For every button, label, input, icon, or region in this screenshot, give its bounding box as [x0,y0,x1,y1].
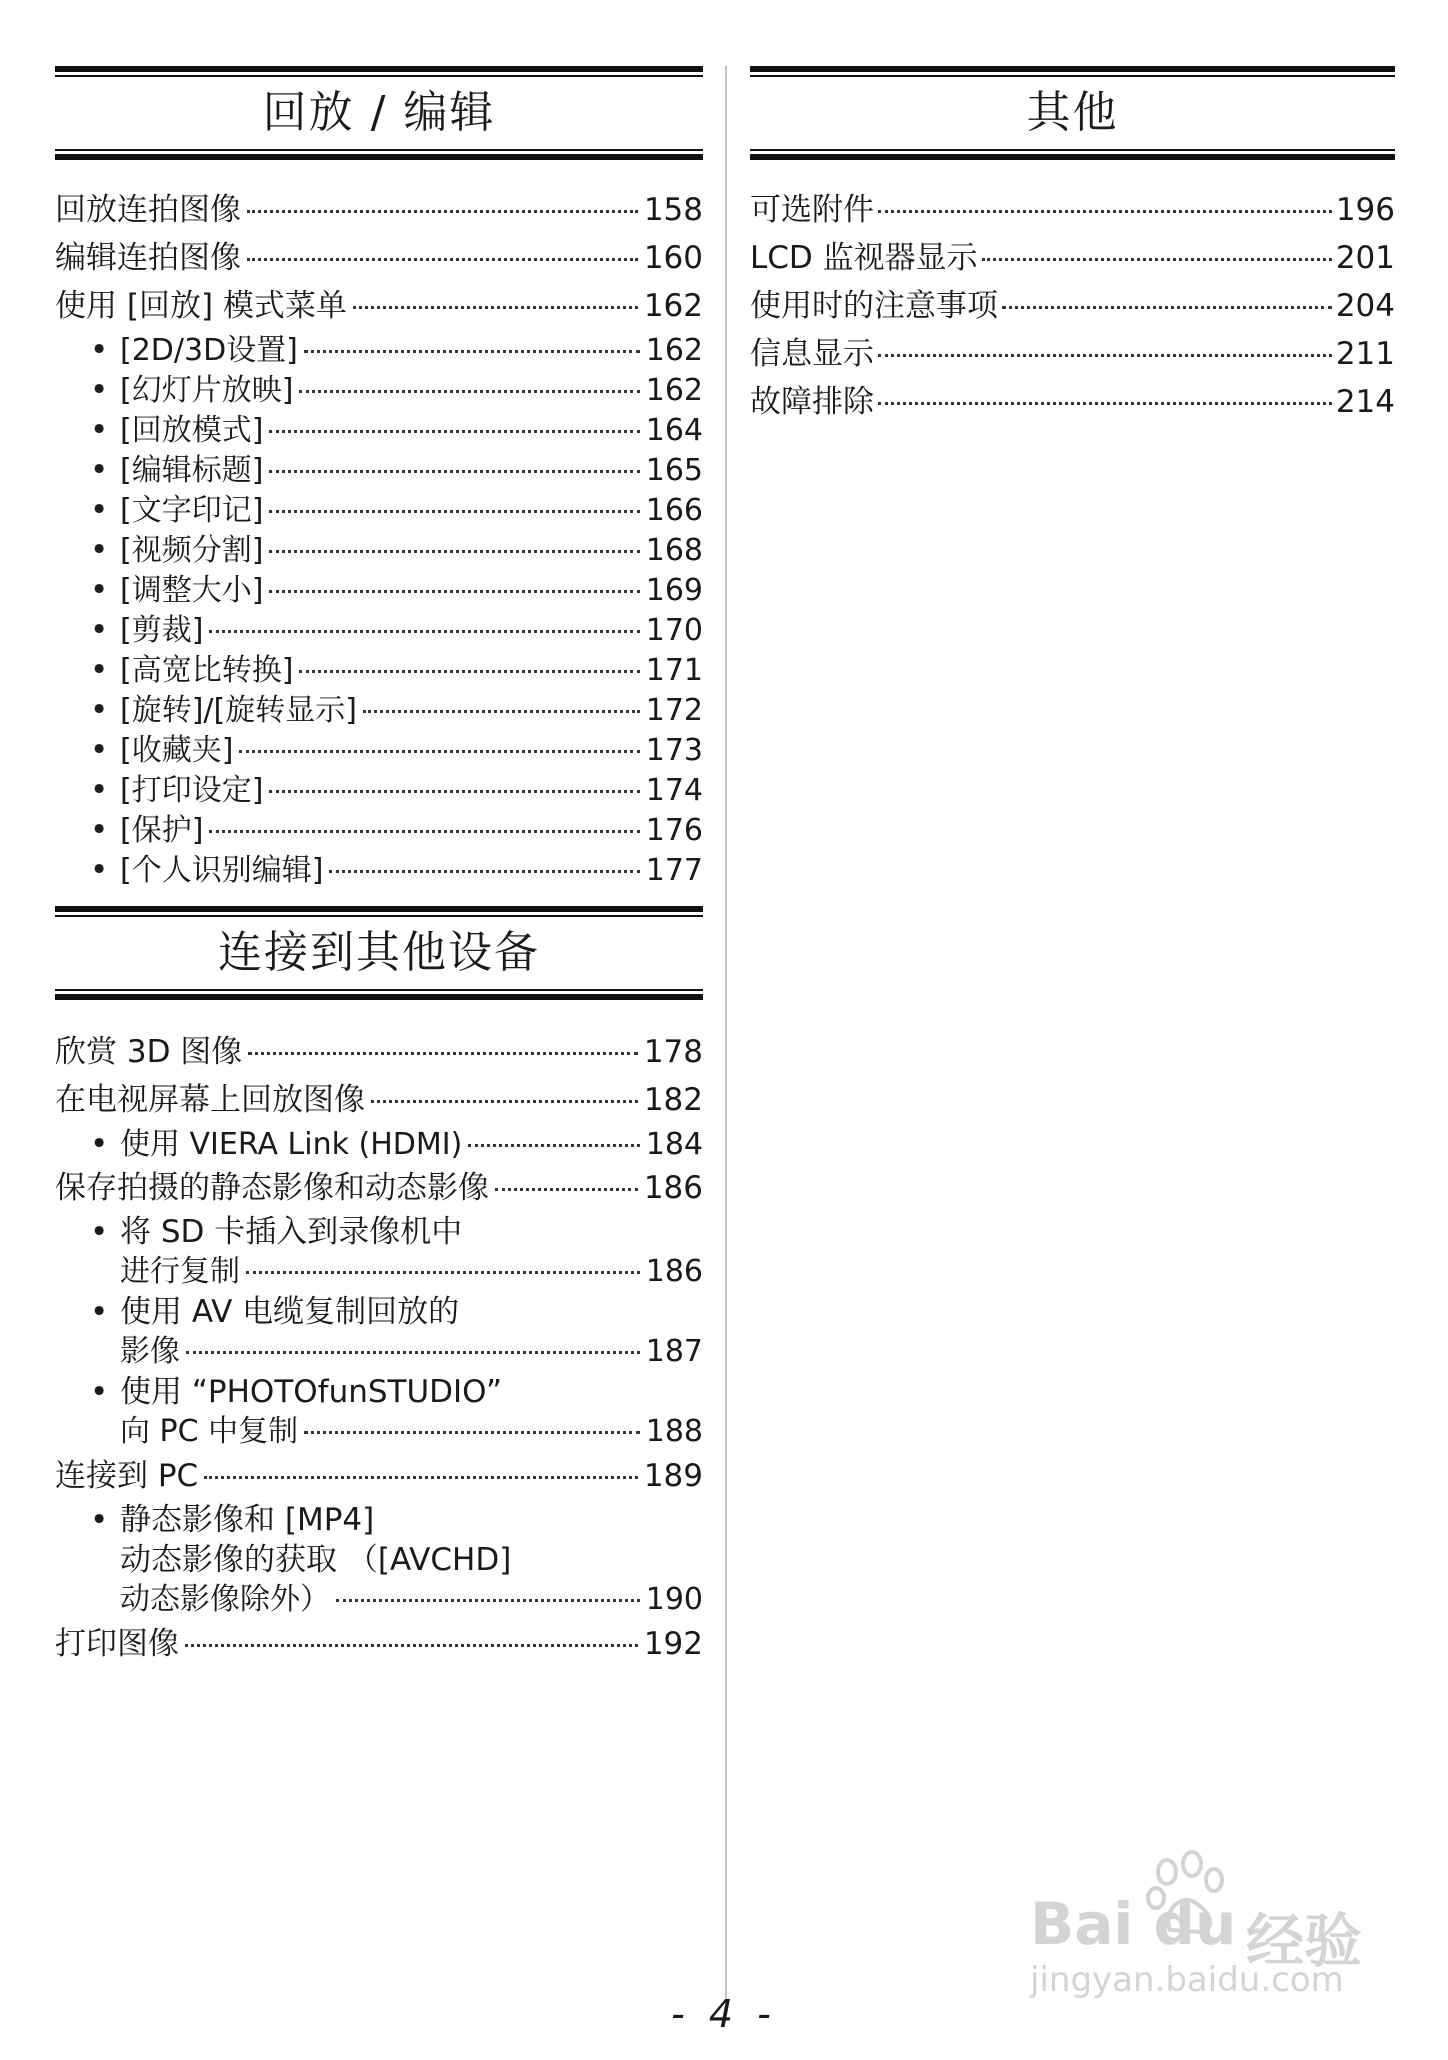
toc-entry-title: [剪裁] [120,613,204,648]
bullet-icon: • [90,812,109,848]
toc-sub-entry[interactable] [55,530,703,570]
toc-entry-title: 向 PC 中复制 [120,1414,299,1449]
dot-leader [304,350,640,353]
toc-line [55,1372,703,1412]
dot-leader [468,1144,639,1147]
toc-entry-title: [个人识别编辑] [120,853,324,888]
toc-line [55,1252,703,1292]
dot-leader [878,402,1332,405]
dot-leader [269,470,639,473]
header-rule [55,66,703,72]
bullet-icon: • [90,852,109,888]
toc-sub-entry[interactable] [55,490,703,530]
toc-entry-title: LCD 监视器显示 [750,240,978,276]
dot-leader [495,1188,638,1191]
toc-page-number: 160 [643,240,703,276]
header-rule [55,915,703,917]
header-rule [750,66,1395,72]
toc-page-number: 168 [645,533,703,568]
dot-leader [269,550,639,553]
header-rule [55,994,703,1000]
toc-page-number: 164 [645,413,703,448]
bullet-icon: • [90,1294,109,1330]
section-title: 连接到其他设备 [218,927,540,978]
toc-entry-title: [高宽比转换] [120,653,294,688]
toc-entry[interactable] [55,282,703,330]
header-rule [55,149,703,151]
bullet-icon: • [90,1502,109,1538]
toc-entry[interactable] [55,1076,703,1124]
toc-page-number: 211 [1335,336,1395,372]
header-rule [750,149,1395,151]
toc-entry-title: [保护] [120,813,204,848]
toc-entry-title: 连接到 PC [55,1458,199,1494]
dot-leader [248,1052,638,1055]
toc-page-number: 201 [1335,240,1395,276]
toc-entry-title: 使用时的注意事项 [750,288,998,324]
toc-page-number: 182 [643,1082,703,1118]
toc-sub-entry[interactable] [55,1212,703,1292]
right-column [750,66,1395,426]
dot-leader [204,1476,638,1479]
toc-entry-title: [幻灯片放映] [120,373,294,408]
toc-line: 动态影像的获取 （[AVCHD] [120,1542,512,1578]
toc-entry[interactable] [750,330,1395,378]
toc-sub-entry[interactable] [55,410,703,450]
toc-entry[interactable] [55,1620,703,1668]
toc-page-number: 174 [645,773,703,808]
toc-page-number: 204 [1335,288,1395,324]
toc-page-number: 165 [645,453,703,488]
bullet-icon: • [90,612,109,648]
dot-leader [269,790,639,793]
toc-entry-title: 使用 AV 电缆复制回放的 [120,1294,460,1330]
dot-leader [186,1351,640,1354]
toc-sub-entry[interactable] [55,770,703,810]
bullet-icon: • [90,1214,109,1250]
header-rule [55,906,703,912]
toc-sub-entry[interactable] [55,570,703,610]
dot-leader [982,258,1332,261]
toc-entry-title: 故障排除 [750,384,874,420]
toc-page-number: 190 [645,1582,703,1617]
section-header-playback-edit [55,66,703,160]
toc-entry-title: 在电视屏幕上回放图像 [55,1082,365,1118]
watermark-label: 经验 [1246,1907,1363,1975]
bullet-icon: • [90,772,109,808]
dot-leader [329,870,639,873]
toc-page-number: 158 [643,192,703,228]
toc-entry[interactable] [750,378,1395,426]
dot-leader [336,1599,640,1602]
bullet-icon: • [90,532,109,568]
dot-leader [269,430,639,433]
toc-sub-entry[interactable] [55,1372,703,1452]
toc-entry-title: [2D/3D设置] [120,333,298,368]
toc-sub-entry[interactable] [55,730,703,770]
bullet-icon: • [90,692,109,728]
bullet-icon: • [90,732,109,768]
toc-entry-title: 欣赏 3D 图像 [55,1034,243,1070]
toc-entry-title: [旋转]/[旋转显示] [120,693,357,728]
toc-line [55,1500,703,1540]
toc-line [55,1580,703,1620]
watermark-url: jingyan.baidu.com [1030,1960,1344,2000]
dot-leader [185,1644,638,1647]
toc-entry[interactable] [750,234,1395,282]
left-column [55,66,703,1668]
toc-entry-title: 打印图像 [55,1626,179,1662]
dot-leader [299,390,639,393]
toc-sub-entry[interactable] [55,1292,703,1372]
dot-leader [209,830,639,833]
dot-leader [239,750,639,753]
toc-entry-title: [调整大小] [120,573,264,608]
toc-page-number: 177 [645,853,703,888]
toc-entry-title: 静态影像和 [MP4] [120,1502,375,1538]
dot-leader [209,630,639,633]
header-rule [55,75,703,77]
toc-page-number: 187 [645,1334,703,1369]
toc-list-others [750,186,1395,426]
section-header-others [750,66,1395,160]
toc-sub-entry[interactable] [55,450,703,490]
dot-leader [247,210,638,213]
toc-sub-entry[interactable] [55,650,703,690]
toc-page-number: 162 [643,288,703,324]
dot-leader [878,210,1332,213]
dot-leader [878,354,1332,357]
toc-sub-entry[interactable] [55,330,703,370]
bullet-icon: • [90,572,109,608]
header-rule [750,154,1395,160]
toc-sub-entry[interactable] [55,610,703,650]
header-rule [55,154,703,160]
toc-page-number: 192 [643,1626,703,1662]
toc-entry-title: 编辑连拍图像 [55,240,241,276]
toc-page-number: 188 [645,1414,703,1449]
toc-entry-title: [视频分割] [120,533,264,568]
toc-page-number: 186 [645,1254,703,1289]
toc-list-connect [55,1028,703,1668]
toc-page-number: 169 [645,573,703,608]
toc-page-number: 196 [1335,192,1395,228]
watermark-brand: Bai du [1030,1890,1237,1958]
header-rule [750,75,1395,77]
bullet-icon: • [90,652,109,688]
toc-entry-title: [回放模式] [120,413,264,448]
dot-leader [371,1100,638,1103]
toc-entry[interactable] [55,1028,703,1076]
toc-page-number: 172 [645,693,703,728]
toc-line [55,1412,703,1452]
bullet-icon: • [90,1126,109,1162]
toc-entry-title: 信息显示 [750,336,874,372]
toc-entry[interactable] [55,1164,703,1212]
toc-sub-entry[interactable] [55,690,703,730]
toc-page-number: 171 [645,653,703,688]
page-number: - 4 - [671,1992,777,2036]
dot-leader [363,710,640,713]
dot-leader [269,510,639,513]
bullet-icon: • [90,452,109,488]
toc-entry-title: 进行复制 [120,1254,240,1289]
toc-page-number: 186 [643,1170,703,1206]
toc-line [55,1212,703,1252]
dot-leader [304,1431,640,1434]
dot-leader [1002,306,1332,309]
bullet-icon: • [90,492,109,528]
toc-entry-title: 将 SD 卡插入到录像机中 [120,1214,463,1250]
toc-line [55,1292,703,1332]
toc-entry-title: 影像 [120,1334,180,1369]
toc-sub-entry[interactable] [55,370,703,410]
toc-sub-entry[interactable] [55,1124,703,1164]
toc-entry[interactable] [55,234,703,282]
toc-page-number: 162 [645,333,703,368]
toc-page-number: 176 [645,813,703,848]
dot-leader [299,670,639,673]
header-rule [55,989,703,991]
toc-entry-title: 回放连拍图像 [55,192,241,228]
toc-page-number: 214 [1335,384,1395,420]
toc-entry[interactable] [750,186,1395,234]
toc-entry-title: [打印设定] [120,773,264,808]
toc-entry-title: 使用 “PHOTOfunSTUDIO” [120,1374,503,1410]
toc-page-number: 166 [645,493,703,528]
toc-page-number: 170 [645,613,703,648]
toc-entry[interactable] [55,1452,703,1500]
toc-sub-entry[interactable] [55,810,703,850]
toc-entry-title: [收藏夹] [120,733,234,768]
section-header-connect [55,906,703,1000]
toc-page-number: 178 [643,1034,703,1070]
toc-sub-entry[interactable] [55,850,703,890]
bullet-icon: • [90,1374,109,1410]
toc-line [55,1332,703,1372]
dot-leader [247,258,638,261]
bullet-icon: • [90,372,109,408]
column-divider [725,66,727,2001]
toc-page-number: 189 [643,1458,703,1494]
toc-entry-title: [文字印记] [120,493,264,528]
dot-leader [246,1271,640,1274]
dot-leader [353,306,638,309]
toc-entry-title: 可选附件 [750,192,874,228]
toc-entry[interactable] [750,282,1395,330]
toc-entry-title: [编辑标题] [120,453,264,488]
toc-list-playback-edit [55,186,703,890]
toc-entry-title: 保存拍摄的静态影像和动态影像 [55,1170,489,1206]
section-title: 其他 [1026,87,1119,138]
toc-page-number: 162 [645,373,703,408]
toc-sub-entry[interactable] [55,1500,703,1620]
bullet-icon: • [90,332,109,368]
toc-entry-title: 动态影像除外） [120,1582,330,1617]
bullet-icon: • [90,412,109,448]
toc-page-number: 184 [645,1127,703,1162]
dot-leader [269,590,639,593]
toc-page-number: 173 [645,733,703,768]
toc-entry-title: 使用 VIERA Link (HDMI) [120,1127,463,1162]
toc-entry[interactable] [55,186,703,234]
toc-entry-title: 使用 [回放] 模式菜单 [55,288,347,324]
section-title: 回放 / 编辑 [262,87,496,138]
